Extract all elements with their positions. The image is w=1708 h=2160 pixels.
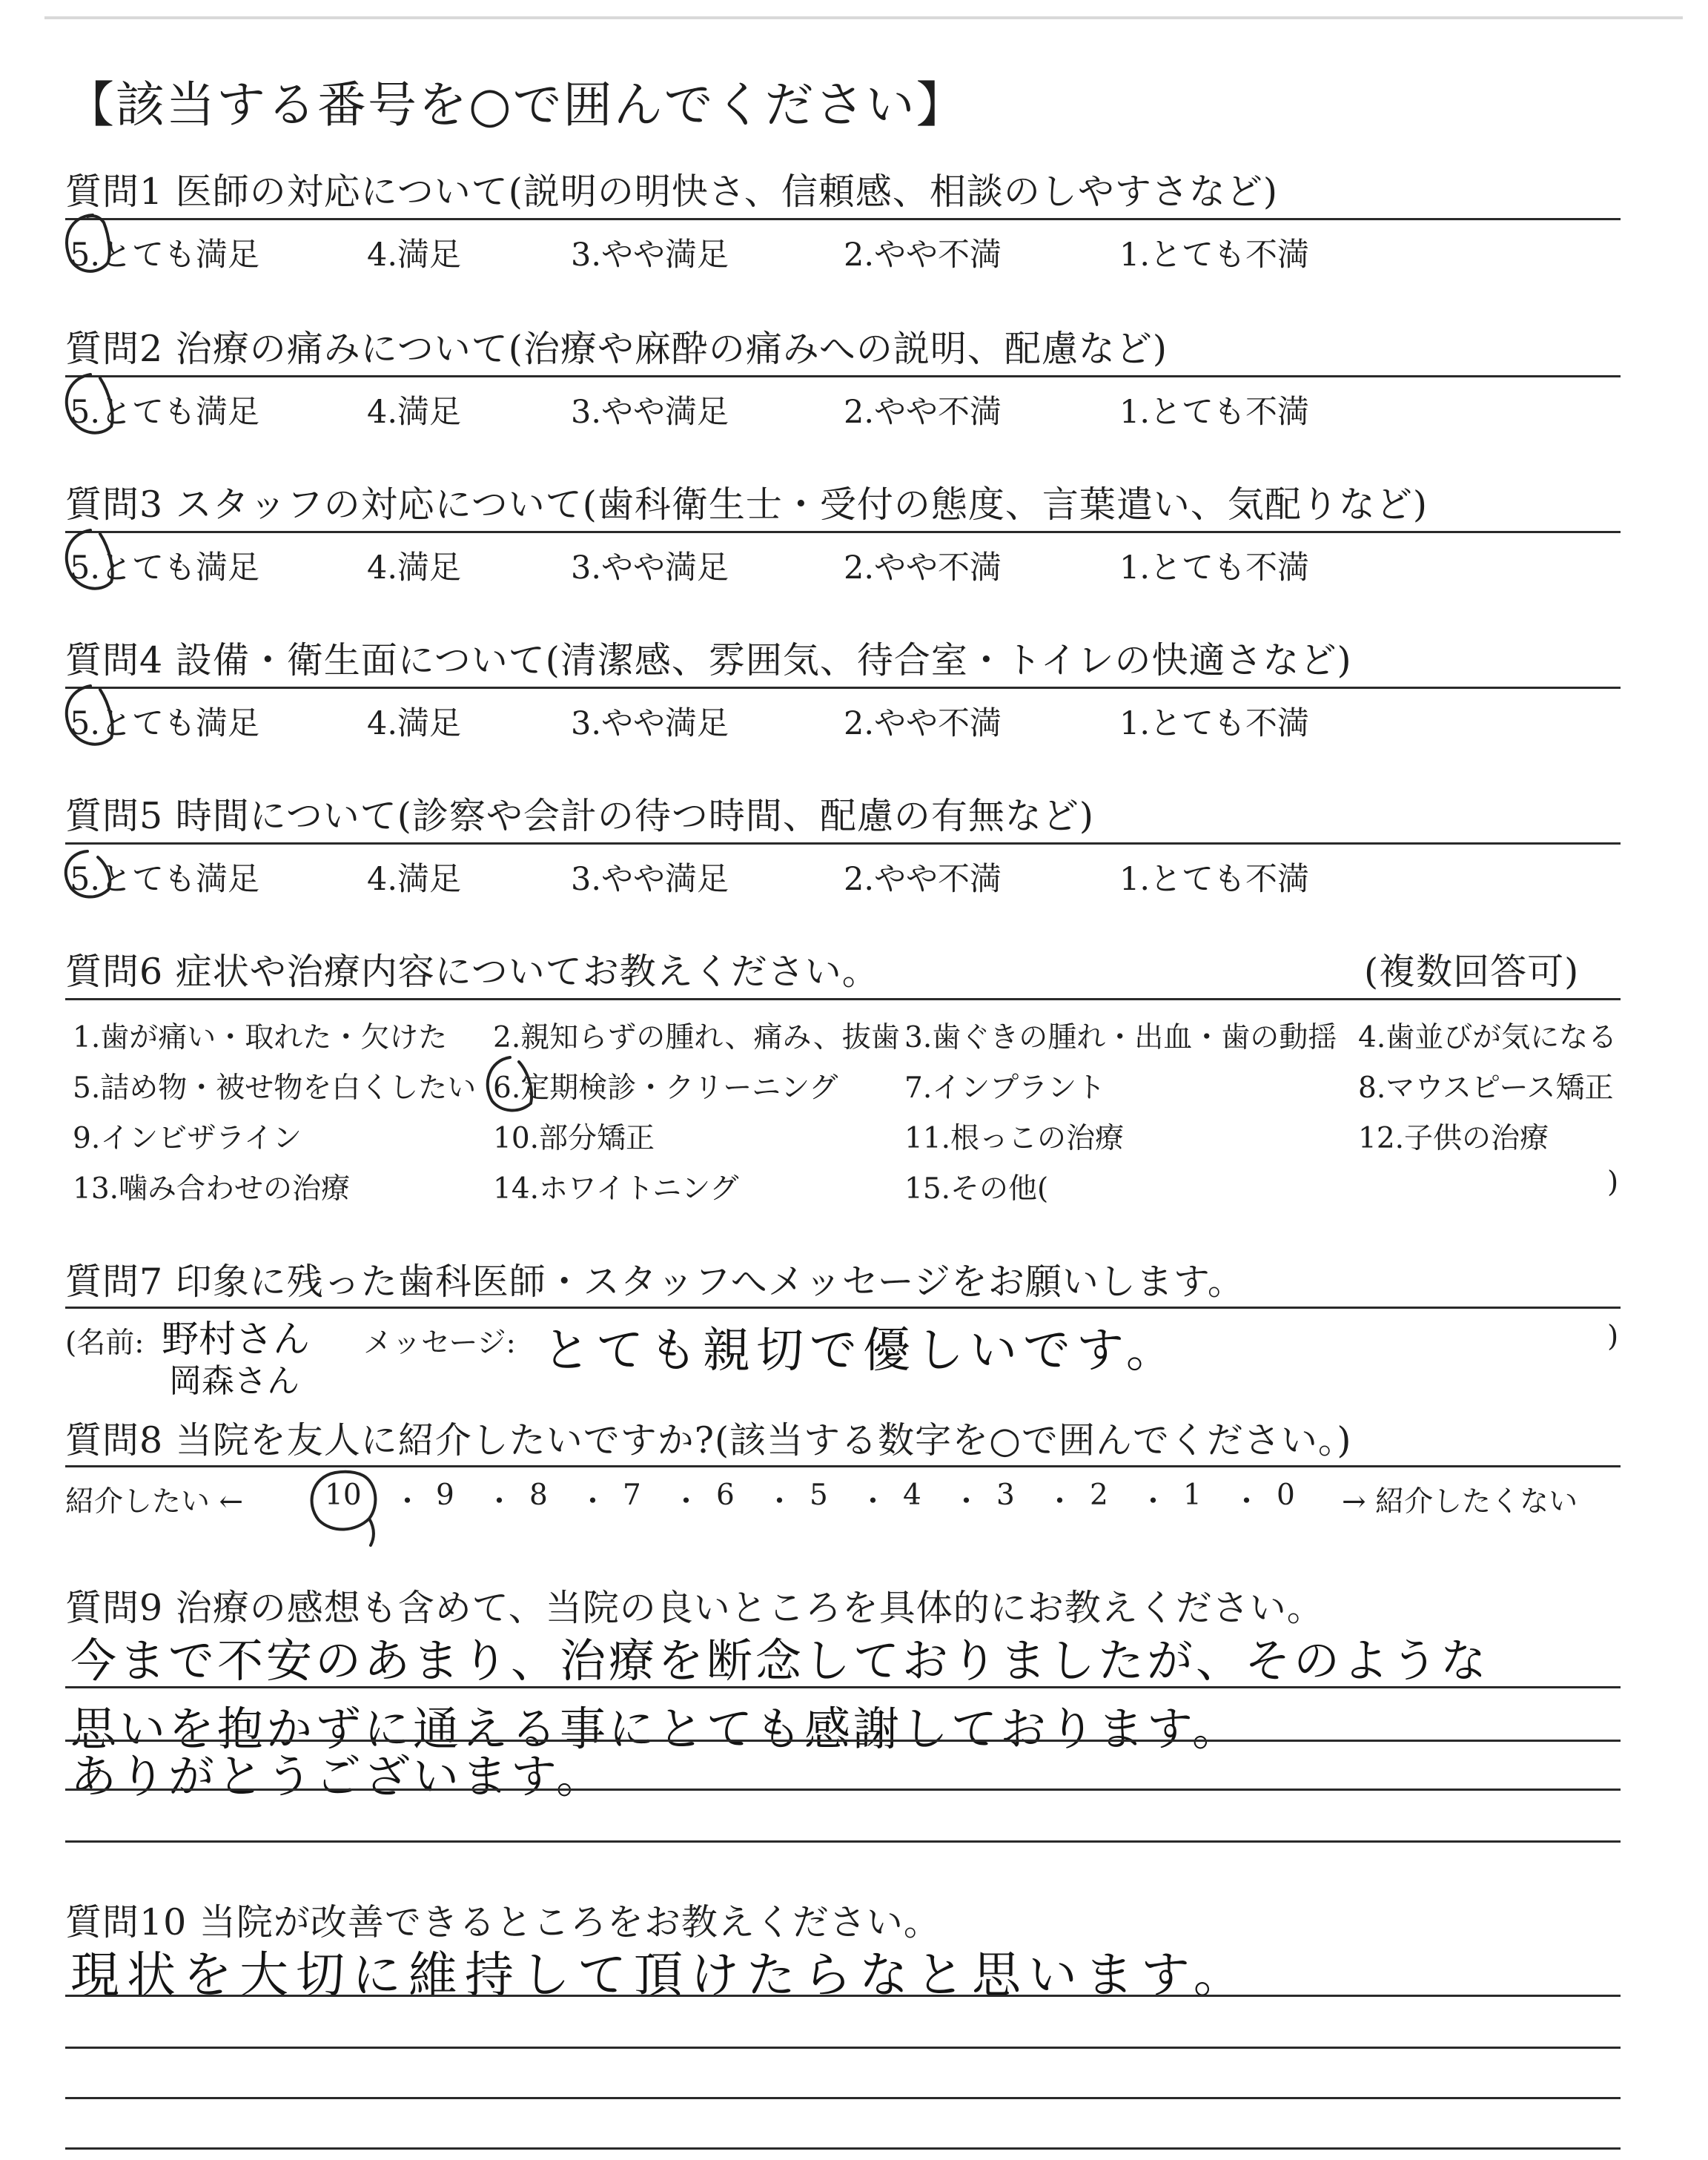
handwritten-name-1: 野村さん bbox=[162, 1318, 310, 1361]
q6-option-4[interactable]: 4.歯並びが気になる bbox=[1358, 1021, 1618, 1054]
q3-option-5[interactable]: 5.とても満足 bbox=[70, 549, 260, 587]
scale-separator: ・ bbox=[1139, 1485, 1168, 1519]
q5-option-4[interactable]: 4.満足 bbox=[367, 861, 462, 898]
scale-separator: ・ bbox=[393, 1485, 423, 1519]
question-6-label: 質問6 症状や治療内容についてお教えください。 bbox=[65, 951, 879, 993]
scale-2[interactable]: 2 bbox=[1090, 1479, 1108, 1512]
q2-option-4[interactable]: 4.満足 bbox=[367, 394, 462, 431]
divider bbox=[65, 998, 1621, 1000]
handwritten-answer-line: 今まで不安のあまり、治療を断念しておりましたが、そのような bbox=[70, 1634, 1490, 1688]
scale-1[interactable]: 1 bbox=[1183, 1479, 1202, 1512]
q6-other-close-paren: ) bbox=[1607, 1166, 1619, 1199]
answer-line bbox=[65, 2097, 1621, 2099]
scale-10[interactable]: 10 bbox=[325, 1479, 362, 1512]
scale-separator: ・ bbox=[858, 1485, 888, 1519]
q4-option-3[interactable]: 3.やや満足 bbox=[571, 705, 729, 742]
page-title: 【該当する番号を○で囲んでください】 bbox=[65, 76, 967, 133]
question-9-label: 質問9 治療の感想も含めて、当院の良いところを具体的にお教えください。 bbox=[65, 1587, 1324, 1629]
q3-option-2[interactable]: 2.やや不満 bbox=[844, 549, 1002, 587]
message-close-paren: ) bbox=[1607, 1320, 1619, 1353]
q2-option-1[interactable]: 1.とても不満 bbox=[1119, 394, 1310, 431]
scale-separator: ・ bbox=[672, 1485, 701, 1519]
handwritten-answer-line: ありがとうございます。 bbox=[70, 1749, 606, 1803]
handwritten-message: とても親切で優しいです。 bbox=[543, 1324, 1179, 1378]
handwritten-answer-line: 現状を大切に維持して頂けたらなと思います。 bbox=[70, 1946, 1250, 2004]
q6-option-5[interactable]: 5.詰め物・被せ物を白くしたい bbox=[73, 1071, 477, 1105]
answer-line bbox=[65, 2147, 1621, 2150]
question-4-label: 質問4 設備・衛生面について(清潔感、雰囲気、待合室・トイレの快適さなど) bbox=[65, 639, 1352, 681]
handwritten-name-2: 岡森さん bbox=[169, 1362, 299, 1400]
q6-option-15[interactable]: 15.その他( bbox=[904, 1172, 1049, 1206]
scale-9[interactable]: 9 bbox=[436, 1479, 454, 1512]
divider bbox=[65, 1465, 1621, 1467]
q6-option-8[interactable]: 8.マウスピース矯正 bbox=[1358, 1071, 1614, 1105]
divider bbox=[65, 375, 1621, 377]
q6-option-9[interactable]: 9.インビザライン bbox=[73, 1122, 302, 1155]
scale-separator: ・ bbox=[952, 1485, 982, 1519]
message-label: メッセージ: bbox=[363, 1327, 516, 1360]
answer-line bbox=[65, 2047, 1621, 2049]
q6-option-1[interactable]: 1.歯が痛い・取れた・欠けた bbox=[73, 1021, 448, 1054]
name-label: (名前: bbox=[65, 1327, 145, 1360]
scale-7[interactable]: 7 bbox=[623, 1479, 641, 1512]
divider bbox=[65, 531, 1621, 533]
scale-0[interactable]: 0 bbox=[1277, 1479, 1295, 1512]
q5-option-2[interactable]: 2.やや不満 bbox=[844, 861, 1002, 898]
q2-option-5[interactable]: 5.とても満足 bbox=[70, 394, 260, 431]
q1-option-4[interactable]: 4.満足 bbox=[367, 237, 462, 274]
scale-4[interactable]: 4 bbox=[903, 1479, 921, 1512]
q6-option-2[interactable]: 2.親知らずの腫れ、痛み、抜歯 bbox=[493, 1021, 900, 1054]
q1-option-1[interactable]: 1.とても不満 bbox=[1119, 237, 1310, 274]
question-1-label: 質問1 医師の対応について(説明の明快さ、信頼感、相談のしやすさなど) bbox=[65, 171, 1279, 213]
divider bbox=[65, 687, 1621, 689]
question-2-label: 質問2 治療の痛みについて(治療や麻酔の痛みへの説明、配慮など) bbox=[65, 328, 1168, 370]
divider bbox=[65, 842, 1621, 845]
multiple-answer-note: (複数回答可) bbox=[1364, 951, 1580, 993]
q2-option-2[interactable]: 2.やや不満 bbox=[844, 394, 1002, 431]
q6-option-11[interactable]: 11.根っこの治療 bbox=[904, 1122, 1125, 1155]
q3-option-4[interactable]: 4.満足 bbox=[367, 549, 462, 587]
scale-separator: ・ bbox=[485, 1485, 514, 1519]
answer-line bbox=[65, 1686, 1621, 1688]
q4-option-5[interactable]: 5.とても満足 bbox=[70, 705, 260, 742]
scale-separator: ・ bbox=[1045, 1485, 1075, 1519]
scale-separator: ・ bbox=[578, 1485, 608, 1519]
q6-option-12[interactable]: 12.子供の治療 bbox=[1358, 1122, 1549, 1155]
scale-8[interactable]: 8 bbox=[529, 1479, 548, 1512]
question-8-label: 質問8 当院を友人に紹介したいですか?(該当する数字を○で囲んでください。) bbox=[65, 1419, 1352, 1462]
q4-option-4[interactable]: 4.満足 bbox=[367, 705, 462, 742]
divider bbox=[65, 218, 1621, 220]
q1-option-5[interactable]: 5.とても満足 bbox=[70, 237, 260, 274]
scale-right-label: → 紹介したくない bbox=[1342, 1485, 1578, 1519]
scale-left-label: 紹介したい ← bbox=[65, 1485, 244, 1519]
question-5-label: 質問5 時間について(診察や会計の待つ時間、配慮の有無など) bbox=[65, 795, 1095, 837]
question-3-label: 質問3 スタッフの対応について(歯科衛生士・受付の態度、言葉遣い、気配りなど) bbox=[65, 483, 1429, 526]
q4-option-2[interactable]: 2.やや不満 bbox=[844, 705, 1002, 742]
answer-line bbox=[65, 1789, 1621, 1791]
q3-option-3[interactable]: 3.やや満足 bbox=[571, 549, 729, 587]
question-7-label: 質問7 印象に残った歯科医師・スタッフへメッセージをお願いします。 bbox=[65, 1261, 1245, 1303]
scan-top-edge bbox=[44, 16, 1683, 19]
q6-option-7[interactable]: 7.インプラント bbox=[904, 1071, 1106, 1105]
q6-option-6[interactable]: 6.定期検診・クリーニング bbox=[493, 1071, 838, 1105]
scale-separator: ・ bbox=[1232, 1485, 1262, 1519]
answer-line bbox=[65, 1840, 1621, 1843]
answer-line bbox=[65, 1995, 1621, 1997]
q5-option-5[interactable]: 5.とても満足 bbox=[70, 861, 260, 898]
q6-option-13[interactable]: 13.噛み合わせの治療 bbox=[73, 1172, 351, 1206]
question-10-label: 質問10 当院が改善できるところをお教えください。 bbox=[65, 1901, 941, 1943]
q6-option-10[interactable]: 10.部分矯正 bbox=[493, 1122, 655, 1155]
q6-option-14[interactable]: 14.ホワイトニング bbox=[493, 1172, 739, 1206]
scale-5[interactable]: 5 bbox=[810, 1479, 828, 1512]
q4-option-1[interactable]: 1.とても不満 bbox=[1119, 705, 1310, 742]
q2-option-3[interactable]: 3.やや満足 bbox=[571, 394, 729, 431]
q1-option-3[interactable]: 3.やや満足 bbox=[571, 237, 729, 274]
q5-option-3[interactable]: 3.やや満足 bbox=[571, 861, 729, 898]
scale-6[interactable]: 6 bbox=[716, 1479, 735, 1512]
q3-option-1[interactable]: 1.とても不満 bbox=[1119, 549, 1310, 587]
q5-option-1[interactable]: 1.とても不満 bbox=[1119, 861, 1310, 898]
scale-separator: ・ bbox=[765, 1485, 795, 1519]
handwritten-answer-line: 思いを抱かずに通える事にとても感謝しております。 bbox=[70, 1702, 1242, 1756]
q6-option-3[interactable]: 3.歯ぐきの腫れ・出血・歯の動揺 bbox=[904, 1021, 1337, 1054]
scale-3[interactable]: 3 bbox=[996, 1479, 1015, 1512]
divider bbox=[65, 1307, 1621, 1309]
q1-option-2[interactable]: 2.やや不満 bbox=[844, 237, 1002, 274]
